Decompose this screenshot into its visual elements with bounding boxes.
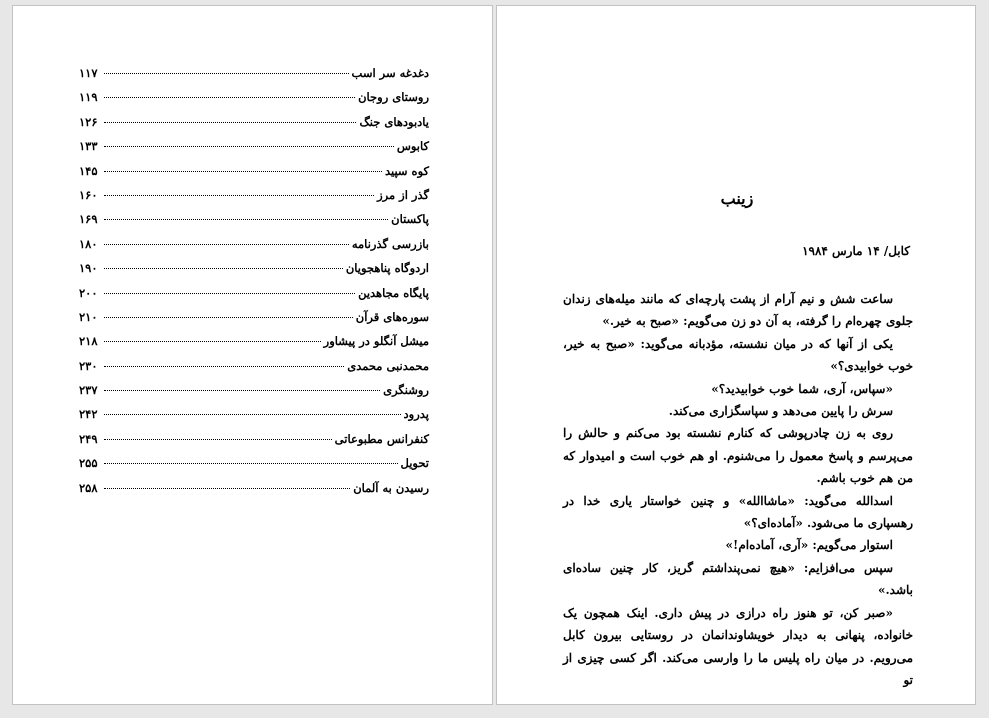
toc-entry-page: ۲۳۷ [79,383,98,398]
toc-entry-title: روشنگری [383,383,429,398]
toc-entry-page: ۱۸۰ [79,236,98,251]
paragraph: روی به زن چادرپوشی که کنارم نشسته بود می‌کنم و حالش را می‌پرسم و پاسخ معمول را می‌شنوم. او هم خوب است و امیدوار که من هم خوب باشم. [563,426,913,486]
toc-leader-dots [104,244,349,245]
toc-entry-title: پاکستان [391,212,429,227]
toc-entry [79,481,429,505]
toc-leader-dots [104,293,355,294]
toc-entry-page: ۱۱۹ [79,90,98,105]
toc-entry-title: دغدغه سر اسب [351,66,429,80]
toc-entry-page: ۲۳۰ [79,358,98,373]
chapter-title: زینب [720,189,754,208]
toc-leader-dots [104,341,321,342]
toc-entry-page: ۲۴۹ [79,431,98,446]
toc-entry-title: محمدنبی محمدی [347,358,429,373]
toc-leader-dots [104,171,382,172]
toc-entry [79,237,429,261]
toc-entry-title: پایگاه مجاهدین [358,285,429,300]
chapter-page [496,5,976,705]
toc-leader-dots [104,122,356,123]
toc-entry [79,383,429,407]
toc-entry-page: ۲۱۰ [79,309,98,324]
toc-entry-title: تحویل [400,456,429,471]
toc-entry-page: ۱۶۹ [79,212,98,227]
paragraph: اسدالله می‌گوید: «ماشاالله» و چنین خواستار یاری خدا در رهسپاری ما می‌شود. «آماده‌ای؟» [563,493,913,531]
toc-entry-page: ۲۰۰ [79,285,98,300]
toc-entry [79,359,429,383]
toc-entry-title: رسیدن به آلمان [353,480,429,495]
toc-leader-dots [104,73,349,74]
toc-entry-page: ۲۵۸ [79,480,98,495]
toc-entry-title: گذر از مرز [377,187,429,202]
toc-leader-dots [104,146,394,147]
toc-leader-dots [104,488,350,489]
toc-entry [79,310,429,334]
toc-entry-page: ۲۵۵ [79,456,98,471]
toc-entry [79,432,429,456]
toc-entry [79,188,429,212]
toc-entry-page: ۱۹۰ [79,261,98,276]
toc-entry-title: کنفرانس مطبوعاتی [334,431,429,446]
toc-page [12,5,493,705]
toc-entry-title: کوه سپید [384,163,429,178]
toc-entry [79,90,429,114]
toc-entry-page: ۱۲۶ [79,114,98,129]
paragraph: یکی از آنها که در میان نشسته، مؤدبانه می‌گوید: «صبح به خیر، خوب خوابیدی؟» [563,336,913,374]
toc-entry-title: یادبودهای جنگ [359,114,429,129]
toc-entry-page: ۲۴۲ [79,407,98,422]
toc-entry [79,334,429,358]
toc-leader-dots [104,414,401,415]
paragraph: ساعت شش و نیم آرام از پشت پارچه‌ای که مانند میله‌های زندان جلوی چهره‌ام را گرفته، به آن دو زن می‌گویم: «صبح به خیر.» [563,292,913,329]
toc-entry [79,164,429,188]
paragraph: استوار می‌گویم: «آری، آماده‌ام!» [725,538,893,553]
toc-entry-title: بازرسی گذرنامه [351,236,429,251]
toc-entry-page: ۱۶۰ [79,187,98,202]
toc-entry [79,212,429,236]
toc-leader-dots [104,97,355,98]
paragraph: «سپاس، آری، شما خوب خوابیدید؟» [711,381,893,396]
table-of-contents [79,66,429,505]
toc-entry [79,261,429,285]
toc-entry [79,139,429,163]
toc-entry [79,407,429,431]
chapter-dateline: کابل/ ۱۴ مارس ۱۹۸۴ [802,244,910,258]
toc-leader-dots [104,195,374,196]
paragraph: «صبر کن، تو هنوز راه درازی در پیش داری. اینک همچون یک خانواده، پنهانی به دیدار خویشاوندانمان در روستایی بیرون کابل می‌رویم. در میان راه پلیس ما را وارسی می‌کند. اگر کسی چیزی از تو [563,605,913,687]
toc-leader-dots [104,463,398,464]
toc-entry-page: ۱۴۵ [79,163,98,178]
toc-entry-title: سوره‌های قرآن [355,309,429,324]
toc-leader-dots [104,439,332,440]
toc-entry [79,115,429,139]
toc-entry-page: ۲۱۸ [79,334,98,349]
toc-entry-title: روستای روجان [358,90,429,105]
toc-entry-title: میشل آنگلو در پیشاور [323,334,429,349]
toc-entry [79,456,429,480]
paragraph: سپس می‌افزایم: «هیچ نمی‌پنداشتم گریز، کار چنین ساده‌ای باشد.» [563,560,913,598]
chapter-body [563,288,913,691]
toc-entry-title: اردوگاه پناهجویان [345,261,429,276]
toc-entry-page: ۱۱۷ [79,66,98,80]
toc-entry-title: کابوس [396,139,429,154]
toc-leader-dots [104,219,388,220]
toc-leader-dots [104,366,344,367]
toc-entry-title: پدرود [403,407,429,422]
toc-leader-dots [104,390,380,391]
toc-entry [79,286,429,310]
toc-entry [79,66,429,90]
toc-entry-page: ۱۳۳ [79,139,98,154]
toc-leader-dots [104,268,343,269]
toc-leader-dots [104,317,353,318]
paragraph: سرش را پایین می‌دهد و سپاسگزاری می‌کند. [668,404,893,419]
